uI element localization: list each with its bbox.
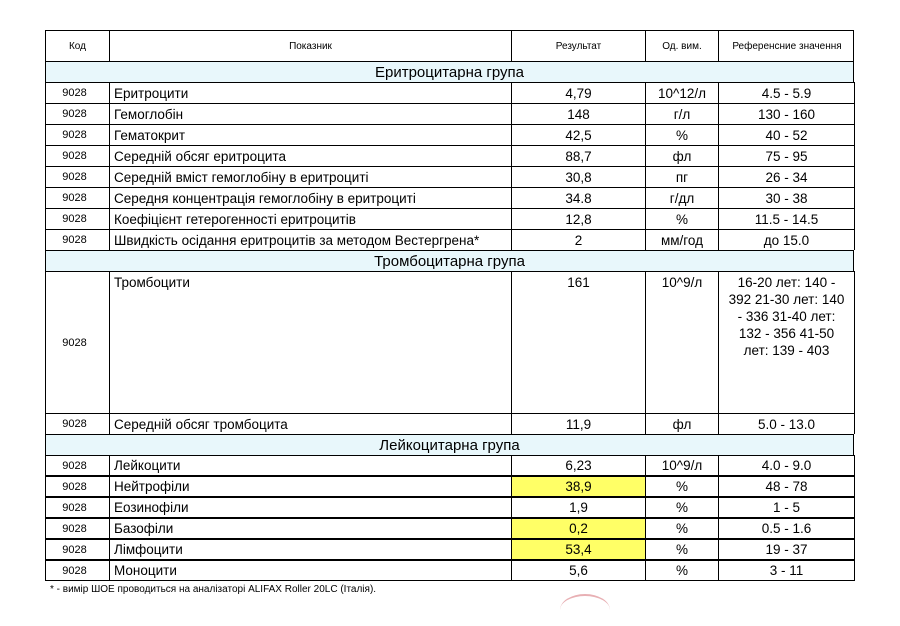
row-reference: 4.0 - 9.0 <box>719 455 855 476</box>
row-unit: фл <box>646 145 719 166</box>
section-title-erythrocyte: Еритроцитарна група <box>45 61 854 82</box>
row-unit: пг <box>646 166 719 187</box>
row-unit: 10^12/л <box>646 82 719 103</box>
lab-results-table <box>45 30 854 581</box>
stamp-edge <box>560 594 610 626</box>
row-code: 9028 <box>46 560 110 581</box>
row-name: Еритроцити <box>110 82 512 103</box>
row-result: 12,8 <box>512 208 646 229</box>
platelet-rows <box>45 413 854 434</box>
row-name: Гемоглобін <box>110 103 512 124</box>
row-unit: мм/год <box>646 229 719 250</box>
row-code: 9028 <box>46 497 110 518</box>
row-reference: 26 - 34 <box>719 166 855 187</box>
row-name: Швидкість осідання еритроцитів за методом Вестергрена* <box>110 229 512 250</box>
row-unit: г/л <box>646 103 719 124</box>
row-result: 0,2 <box>512 518 646 539</box>
row-unit: % <box>646 476 719 497</box>
row-result: 38,9 <box>512 476 646 497</box>
section-title-platelet: Тромбоцитарна група <box>45 250 854 271</box>
row-reference: 75 - 95 <box>719 145 855 166</box>
row-name: Базофіли <box>110 518 512 539</box>
row-code: 9028 <box>46 518 110 539</box>
row-unit: г/дл <box>646 187 719 208</box>
row-name: Лейкоцити <box>110 455 512 476</box>
row-name: Гематокрит <box>110 124 512 145</box>
row-name: Середня концентрація гемоглобіну в еритроциті <box>110 187 512 208</box>
row-reference: 48 - 78 <box>719 476 855 497</box>
platelet-count-row <box>45 271 854 413</box>
erythrocyte-rows <box>45 82 854 250</box>
row-result: 34.8 <box>512 187 646 208</box>
row-code: 9028 <box>46 187 110 208</box>
row-name: Лімфоцити <box>110 539 512 560</box>
row-name: Середній вміст гемоглобіну в еритроциті <box>110 166 512 187</box>
row-name: Нейтрофіли <box>110 476 512 497</box>
row-reference: 0.5 - 1.6 <box>719 518 855 539</box>
row-result: 30,8 <box>512 166 646 187</box>
row-result: 4,79 <box>512 82 646 103</box>
row-reference: до 15.0 <box>719 229 855 250</box>
row-code: 9028 <box>46 455 110 476</box>
row-unit: % <box>646 518 719 539</box>
table-header <box>45 30 854 61</box>
row-result: 42,5 <box>512 124 646 145</box>
header-result: Результат <box>512 31 646 61</box>
row-result: 2 <box>512 229 646 250</box>
row-result: 148 <box>512 103 646 124</box>
row-code: 9028 <box>46 82 110 103</box>
leukocyte-rows <box>45 455 854 581</box>
row-name: Середній обсяг тромбоцита <box>110 413 512 434</box>
row-unit: фл <box>646 413 719 434</box>
row-name: Коефіцієнт гетерогенності еритроцитів <box>110 208 512 229</box>
row-reference: 30 - 38 <box>719 187 855 208</box>
row-unit: 10^9/л <box>646 455 719 476</box>
row-reference: 40 - 52 <box>719 124 855 145</box>
header-reference: Референсние значення <box>732 40 842 52</box>
footnote: * - вимір ШОЕ проводиться на аналізаторі ALIFAX Roller 20LC (Італія). <box>50 584 377 595</box>
row-name: Моноцити <box>110 560 512 581</box>
row-result: 53,4 <box>512 539 646 560</box>
row-reference: 5.0 - 13.0 <box>719 413 855 434</box>
row-name: Середній обсяг еритроцита <box>110 145 512 166</box>
row-unit: % <box>646 497 719 518</box>
row-name: Тромбоцити <box>110 271 512 413</box>
row-code: 9028 <box>46 229 110 250</box>
row-code: 9028 <box>46 208 110 229</box>
row-unit: % <box>646 539 719 560</box>
row-code: 9028 <box>46 476 110 497</box>
row-reference: 11.5 - 14.5 <box>719 208 855 229</box>
header-code: Код <box>46 31 110 61</box>
row-reference: 16-20 лет: 140 - 392 21-30 лет: 140 - 336 31-40 лет: 132 - 356 41-50 лет: 139 - 403 <box>719 271 855 413</box>
row-code: 9028 <box>46 271 110 413</box>
row-result: 88,7 <box>512 145 646 166</box>
header-indicator: Показник <box>110 31 512 61</box>
row-unit: 10^9/л <box>646 271 719 413</box>
row-reference: 3 - 11 <box>719 560 855 581</box>
row-result: 5,6 <box>512 560 646 581</box>
row-code: 9028 <box>46 166 110 187</box>
row-reference: 19 - 37 <box>719 539 855 560</box>
row-result: 11,9 <box>512 413 646 434</box>
row-reference: 130 - 160 <box>719 103 855 124</box>
row-result: 6,23 <box>512 455 646 476</box>
row-name: Еозинофіли <box>110 497 512 518</box>
row-code: 9028 <box>46 145 110 166</box>
row-reference: 4.5 - 5.9 <box>719 82 855 103</box>
row-code: 9028 <box>46 103 110 124</box>
row-reference: 1 - 5 <box>719 497 855 518</box>
row-result: 1,9 <box>512 497 646 518</box>
row-unit: % <box>646 208 719 229</box>
row-unit: % <box>646 560 719 581</box>
row-unit: % <box>646 124 719 145</box>
section-title-leukocyte: Лейкоцитарна група <box>45 434 854 455</box>
header-unit: Од. вим. <box>646 31 719 61</box>
row-code: 9028 <box>46 539 110 560</box>
row-code: 9028 <box>46 124 110 145</box>
row-code: 9028 <box>46 413 110 434</box>
row-result: 161 <box>512 271 646 413</box>
